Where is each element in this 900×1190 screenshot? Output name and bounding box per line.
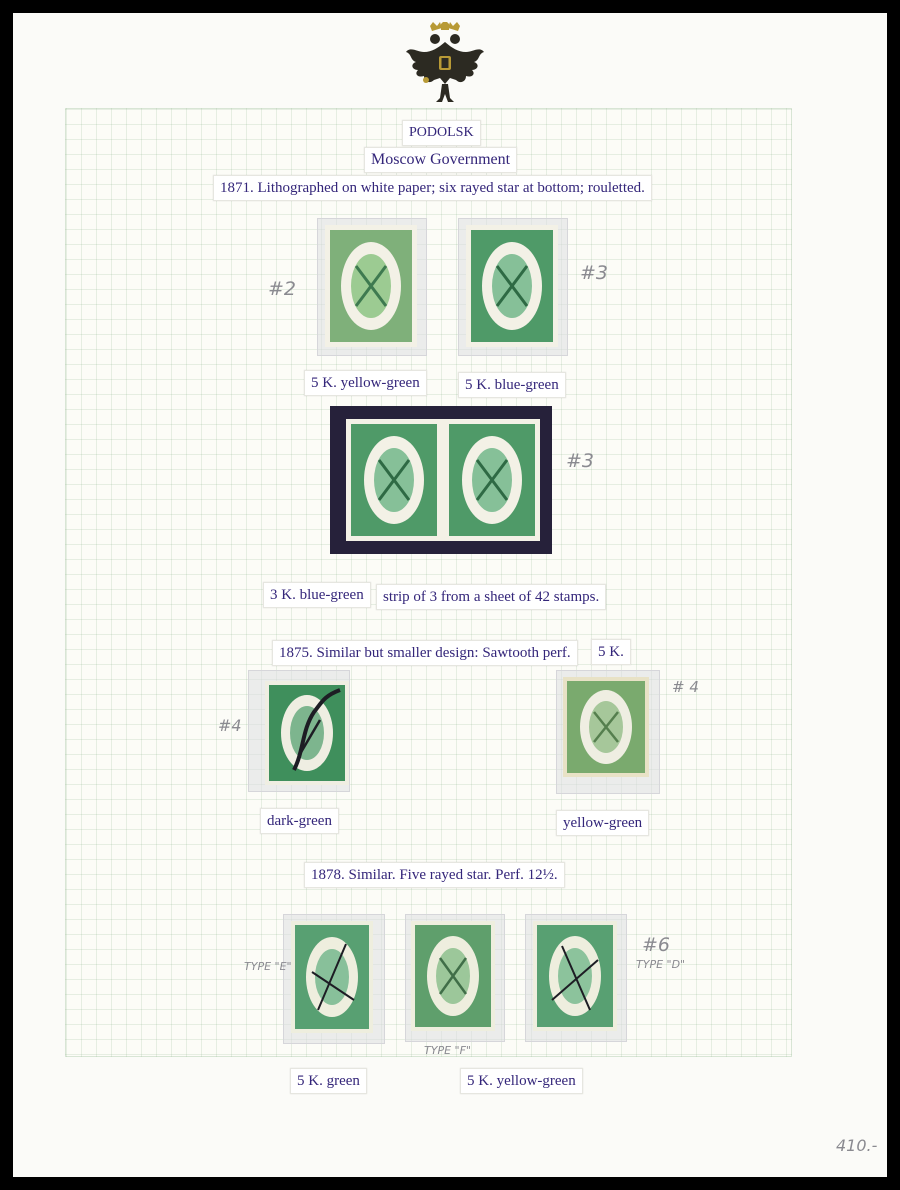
corner-price-note: 410.- [836,1136,878,1155]
pencil-note-3: #3 [580,262,609,284]
pencil-type-f: TYPE "F" [424,1044,471,1057]
pencil-note-strip: #3 [566,450,595,472]
caption-strip-note: strip of 3 from a sheet of 42 stamps. [376,584,606,610]
title-label: PODOLSK [402,120,481,146]
stamp-5k-yellow-green-1878 [410,920,496,1032]
caption-5k-yellow-green-1878: 5 K. yellow-green [460,1068,583,1094]
value-5k-label: 5 K. [591,639,631,665]
pencil-note-4-right: # 4 [672,678,699,696]
caption-5k-yellow-green: 5 K. yellow-green [304,370,427,396]
caption-dark-green: dark-green [260,808,339,834]
stamp-5k-yellow-green [324,224,418,348]
stamp-yellow-green [562,676,650,778]
caption-5k-green: 5 K. green [290,1068,367,1094]
stamp-5k-blue-green [465,224,559,348]
issue-1875-label: 1875. Similar but smaller design: Sawtooth perf. [272,640,578,666]
pencil-number-6: #6 [642,934,671,956]
subtitle-label: Moscow Government [364,147,517,173]
caption-5k-blue-green: 5 K. blue-green [458,372,566,398]
caption-yellow-green: yellow-green [556,810,649,836]
stamp-5k-green-cancelled [290,920,374,1034]
pencil-type-d: TYPE "D" [636,958,686,971]
pencil-type-e: TYPE "E" [244,960,292,973]
issue-1871-label: 1871. Lithographed on white paper; six rayed star at bottom; rouletted. [213,175,652,201]
stamp-pair-3k-blue-green [345,418,541,542]
caption-3k-blue-green: 3 K. blue-green [263,582,371,608]
double-headed-eagle-icon [402,22,488,106]
issue-1878-label: 1878. Similar. Five rayed star. Perf. 12½. [304,862,565,888]
stamp-dark-green-cancelled [264,680,350,786]
pencil-note-2: #2 [268,278,297,300]
stamp-5k-green-cancelled-2 [532,920,618,1032]
pencil-note-4-left: #4 [218,716,242,735]
